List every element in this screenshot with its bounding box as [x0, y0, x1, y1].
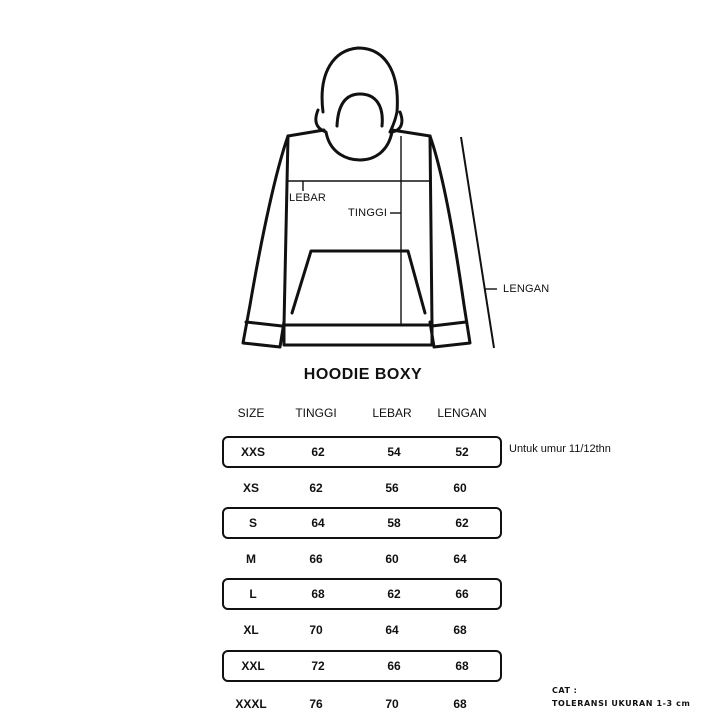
- tinggi-cell: 66: [309, 552, 323, 566]
- tinggi-label: TINGGI: [348, 207, 388, 219]
- size-cell: S: [248, 516, 258, 530]
- size-cell: XXL: [241, 659, 265, 673]
- lengan-label: LENGAN: [503, 283, 550, 295]
- tinggi-cell: 64: [311, 516, 325, 530]
- lebar-cell: 62: [387, 587, 401, 601]
- size-cell: XS: [242, 481, 260, 495]
- lebar-cell: 60: [385, 552, 399, 566]
- lengan-cell: 68: [455, 659, 469, 673]
- sleeve-left: [243, 136, 288, 347]
- lebar-cell: 66: [387, 659, 401, 673]
- shoulder-left: [288, 130, 324, 136]
- header-size: SIZE: [237, 406, 265, 420]
- tolerance-note: TOLERANSI UKURAN 1-3 cm: [552, 699, 691, 708]
- tinggi-cell: 68: [311, 587, 325, 601]
- lebar-cell: 54: [387, 445, 401, 459]
- lebar-cell: 58: [387, 516, 401, 530]
- sleeve-right: [430, 136, 470, 347]
- hood-outline: [322, 48, 397, 132]
- neckline: [316, 110, 402, 160]
- size-cell: XXXL: [235, 697, 267, 711]
- tinggi-cell: 62: [311, 445, 325, 459]
- table-row: [222, 507, 502, 539]
- lebar-cell: 64: [385, 623, 399, 637]
- hood-opening: [337, 94, 382, 126]
- body-left-side: [284, 136, 288, 325]
- size-cell: L: [249, 587, 257, 601]
- size-cell: XL: [243, 623, 259, 637]
- lengan-cell: 52: [455, 445, 469, 459]
- page-title: HOODIE BOXY: [303, 366, 423, 383]
- table-row: [222, 688, 502, 720]
- tinggi-cell: 70: [309, 623, 323, 637]
- size-cell: M: [246, 552, 256, 566]
- lebar-cell: 70: [385, 697, 399, 711]
- lengan-cell: 64: [453, 552, 467, 566]
- table-row: [222, 472, 502, 504]
- tinggi-cell: 62: [309, 481, 323, 495]
- lengan-cell: 68: [453, 697, 467, 711]
- header-tinggi: TINGGI: [295, 406, 337, 420]
- lebar-cell: 56: [385, 481, 399, 495]
- lengan-cell: 60: [453, 481, 467, 495]
- lebar-label: LEBAR: [289, 192, 327, 204]
- header-lebar: LEBAR: [372, 406, 412, 420]
- cuff-left: [246, 322, 282, 326]
- table-row: [222, 436, 502, 468]
- table-row: [222, 543, 502, 575]
- cat-label: CAT :: [552, 686, 578, 695]
- table-row: [222, 578, 502, 610]
- kangaroo-pocket: [292, 251, 425, 313]
- header-lengan: LENGAN: [437, 406, 487, 420]
- xxs-note: Untuk umur 11/12thn: [509, 443, 611, 455]
- body-right-side: [430, 136, 432, 325]
- table-row: [222, 614, 502, 646]
- table-row: [222, 650, 502, 682]
- tinggi-cell: 76: [309, 697, 323, 711]
- tinggi-cell: 72: [311, 659, 325, 673]
- size-cell: XXS: [240, 445, 266, 459]
- lengan-cell: 66: [455, 587, 469, 601]
- lengan-cell: 62: [455, 516, 469, 530]
- lengan-cell: 68: [453, 623, 467, 637]
- cuff-right: [432, 322, 466, 326]
- shoulder-right: [392, 130, 430, 136]
- hem: [284, 325, 432, 345]
